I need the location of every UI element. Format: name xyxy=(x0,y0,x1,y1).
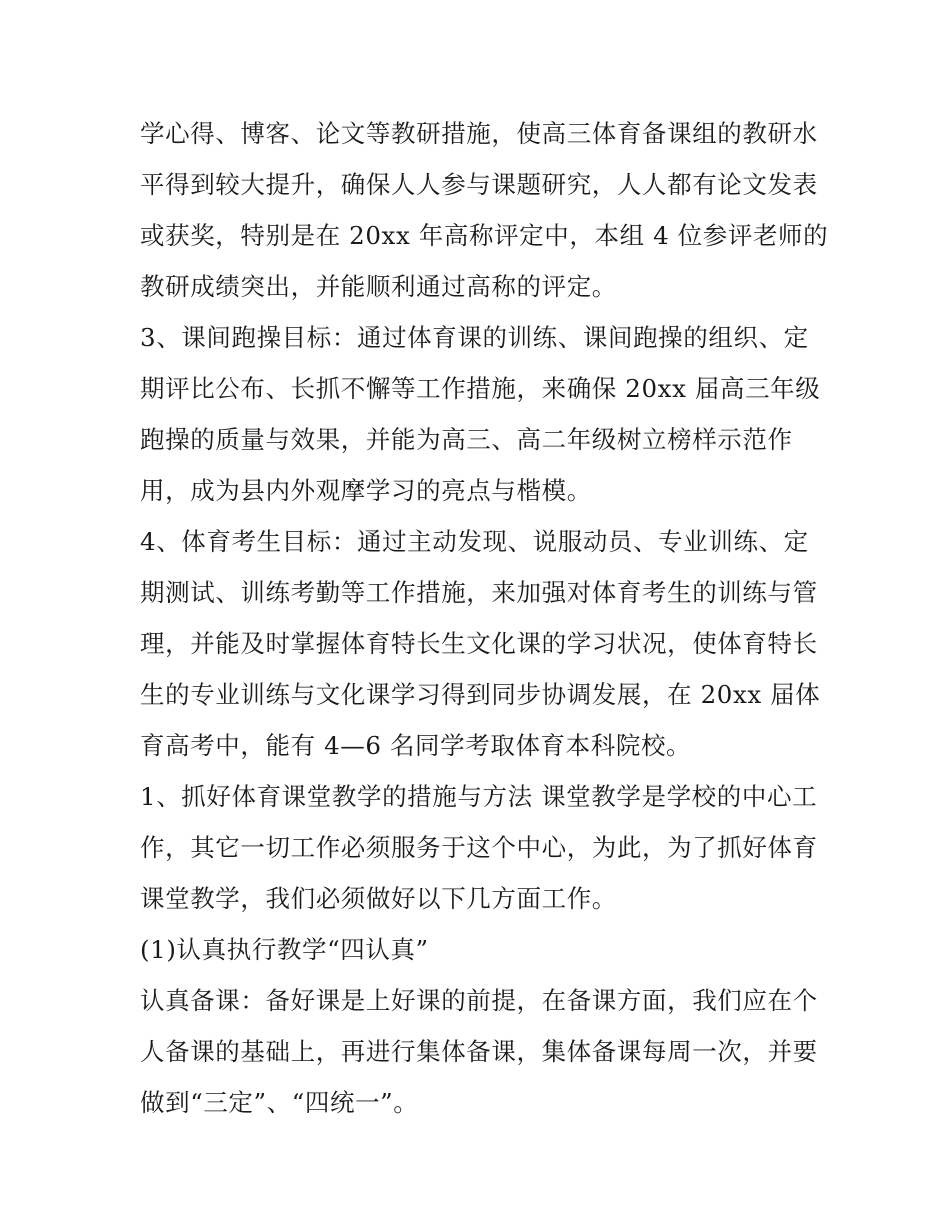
text-line: 平得到较大提升，确保人人参与课题研究，人人都有论文发表 xyxy=(140,170,818,199)
document-body xyxy=(140,108,829,1128)
text-line: 学心得、博客、论文等教研措施，使高三体育备课组的教研水 xyxy=(140,119,818,148)
section-3-heading-line: 3、课间跑操目标：通过体育课的训练、课间跑操的组织、定 xyxy=(140,323,809,352)
text-line: 期评比公布、长抓不懈等工作措施，来确保 20xx 届高三年级 xyxy=(140,374,821,403)
section-4-heading-line: 4、体育考生目标：通过主动发现、说服动员、专业训练、定 xyxy=(140,527,809,556)
text-line: 课堂教学，我们必须做好以下几方面工作。 xyxy=(140,884,617,913)
text-line: 或获奖，特别是在 20xx 年高称评定中，本组 4 位参评老师的 xyxy=(140,221,829,250)
text-line: 理，并能及时掌握体育特长生文化课的学习状况，使体育特长 xyxy=(140,629,818,658)
text-line: 育高考中，能有 4—6 名同学考取体育本科院校。 xyxy=(140,731,692,760)
subheading-line: (1)认真执行教学“四认真” xyxy=(140,935,429,964)
text-line: 用，成为县内外观摩学习的亮点与楷模。 xyxy=(140,476,592,505)
measure-1-heading-line: 1、抓好体育课堂教学的措施与方法 课堂教学是学校的中心工 xyxy=(140,782,818,811)
text-line: 生的专业训练与文化课学习得到同步协调发展，在 20xx 届体 xyxy=(140,680,821,709)
text-line: 人备课的基础上，再进行集体备课，集体备课每周一次，并要 xyxy=(140,1037,818,1066)
text-line: 期测试、训练考勤等工作措施，来加强对体育考生的训练与管 xyxy=(140,578,818,607)
text-line: 作，其它一切工作必须服务于这个中心，为此，为了抓好体育 xyxy=(140,833,818,862)
text-line: 跑操的质量与效果，并能为高三、高二年级树立榜样示范作 xyxy=(140,425,793,454)
text-line: 认真备课：备好课是上好课的前提，在备课方面，我们应在个 xyxy=(140,986,818,1015)
text-line: 做到“三定”、“四统一”。 xyxy=(140,1088,419,1117)
text-line: 教研成绩突出，并能顺利通过高称的评定。 xyxy=(140,272,617,301)
